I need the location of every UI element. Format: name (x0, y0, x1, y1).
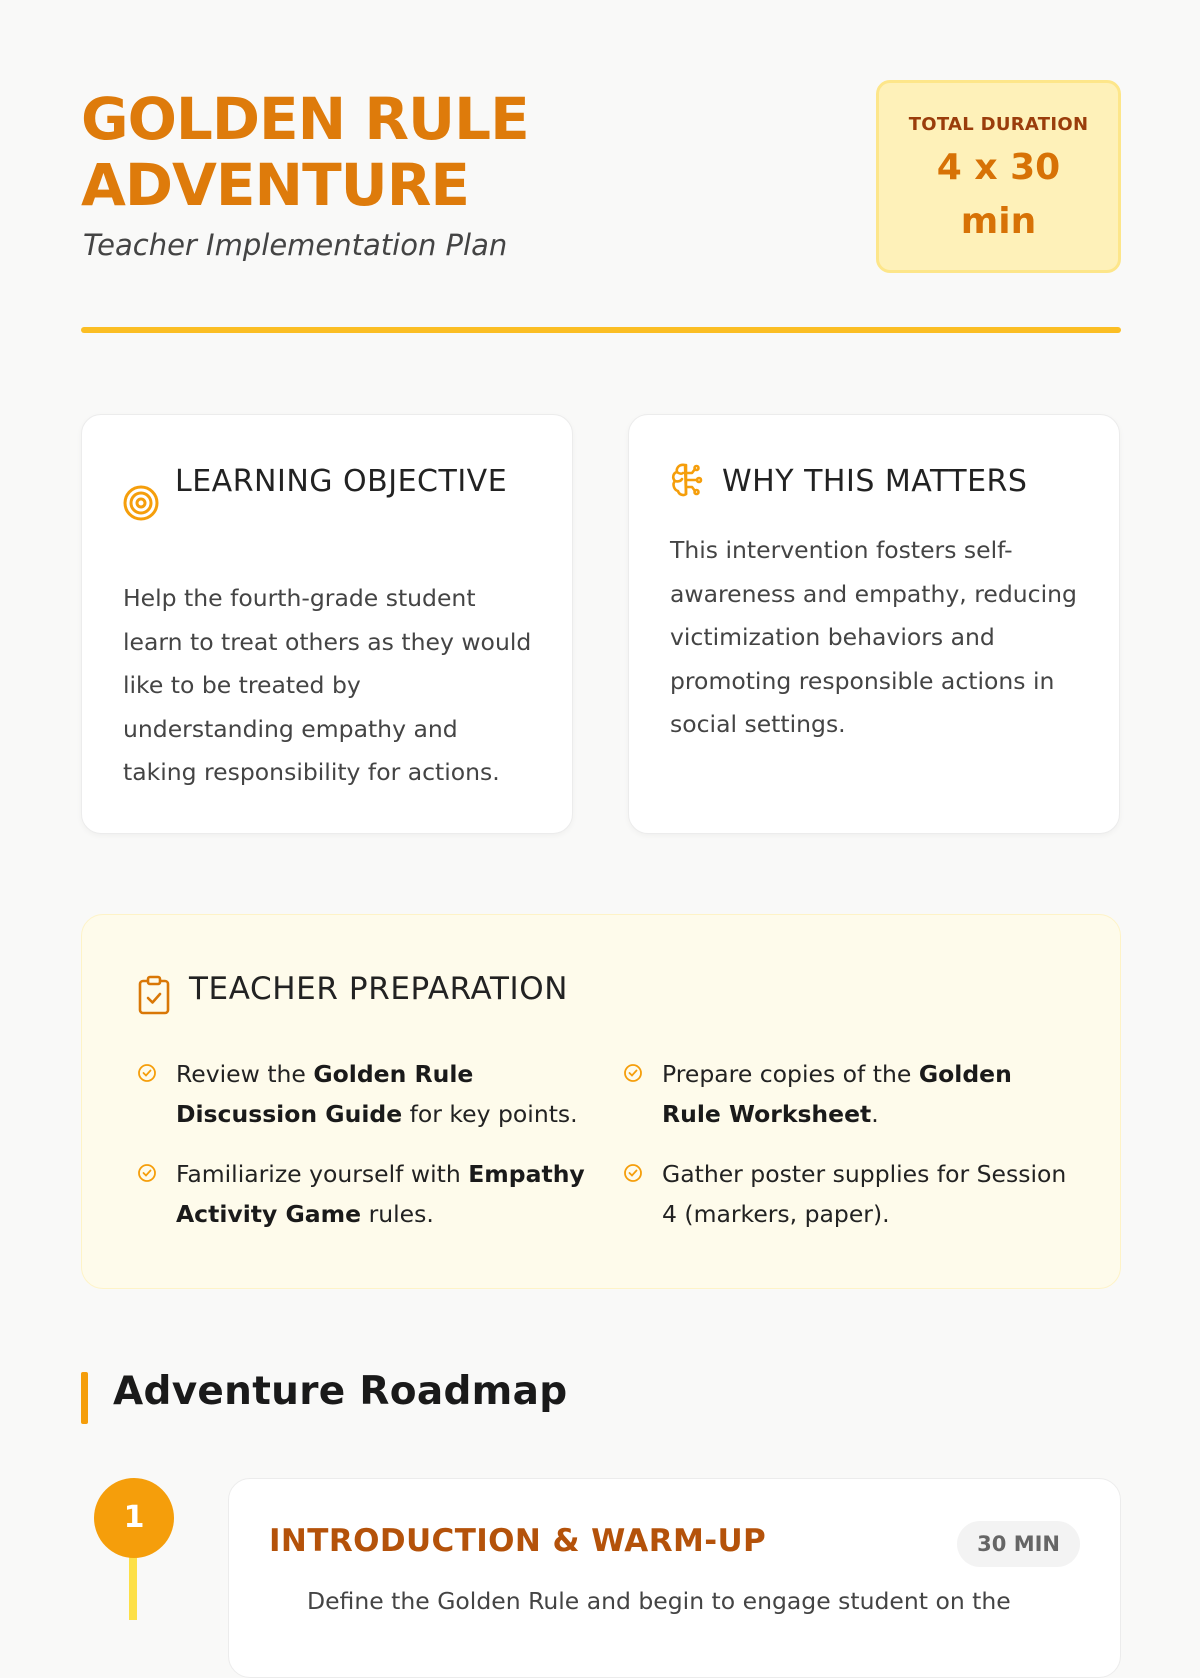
page-subtitle: Teacher Implementation Plan (83, 228, 508, 262)
learning-objective-title: LEARNING OBJECTIVE (175, 464, 508, 499)
step-duration-badge: 30 MIN (957, 1521, 1080, 1567)
clipboard-check-icon (137, 975, 171, 1015)
check-circle-icon (136, 1162, 158, 1184)
header-divider (81, 327, 1121, 333)
why-this-matters-title: WHY THIS MATTERS (722, 464, 1028, 499)
teacher-preparation-title: TEACHER PREPARATION (189, 971, 569, 1007)
learning-objective-text: Help the fourth-grade student learn to treat others as they would like to be treated by understanding empathy and taking responsibility for actions. (123, 584, 532, 786)
roadmap-title: Adventure Roadmap (113, 1369, 568, 1414)
page-title: GOLDEN RULE ADVENTURE (81, 85, 529, 219)
duration-label: TOTAL DURATION (908, 114, 1089, 135)
why-this-matters-text: This intervention fosters self-awareness and empathy, reducing victimization behaviors and promoting responsible actions in social settings. (670, 536, 1077, 738)
implementation-plan-page (81, 0, 1121, 1615)
prep-item-text: Prepare copies of the Golden Rule Worksheet. (662, 1060, 1012, 1128)
teacher-preparation-panel (81, 914, 1121, 1289)
brain-icon (669, 461, 707, 499)
check-circle-icon (136, 1062, 158, 1084)
step-number-badge: 1 (94, 1478, 174, 1558)
step-title: INTRODUCTION & WARM-UP (269, 1523, 767, 1559)
roadmap-step-card (228, 1478, 1121, 1678)
prep-item-text: Review the Golden Rule Discussion Guide for key points. (176, 1060, 578, 1128)
duration-value: 4 x 30 min (936, 147, 1061, 242)
check-circle-icon (622, 1062, 644, 1084)
target-icon (122, 484, 160, 522)
prep-item-text: Familiarize yourself with Empathy Activity Game rules. (176, 1160, 585, 1228)
check-circle-icon (622, 1162, 644, 1184)
header (81, 80, 1121, 280)
learning-objective-card (81, 414, 573, 834)
total-duration-badge (876, 80, 1121, 273)
why-this-matters-card (628, 414, 1120, 834)
prep-item-text: Gather poster supplies for Session 4 (markers, paper). (662, 1160, 1067, 1228)
step-description: Define the Golden Rule and begin to engage student on the (307, 1587, 1011, 1615)
roadmap-accent-bar (81, 1372, 88, 1424)
